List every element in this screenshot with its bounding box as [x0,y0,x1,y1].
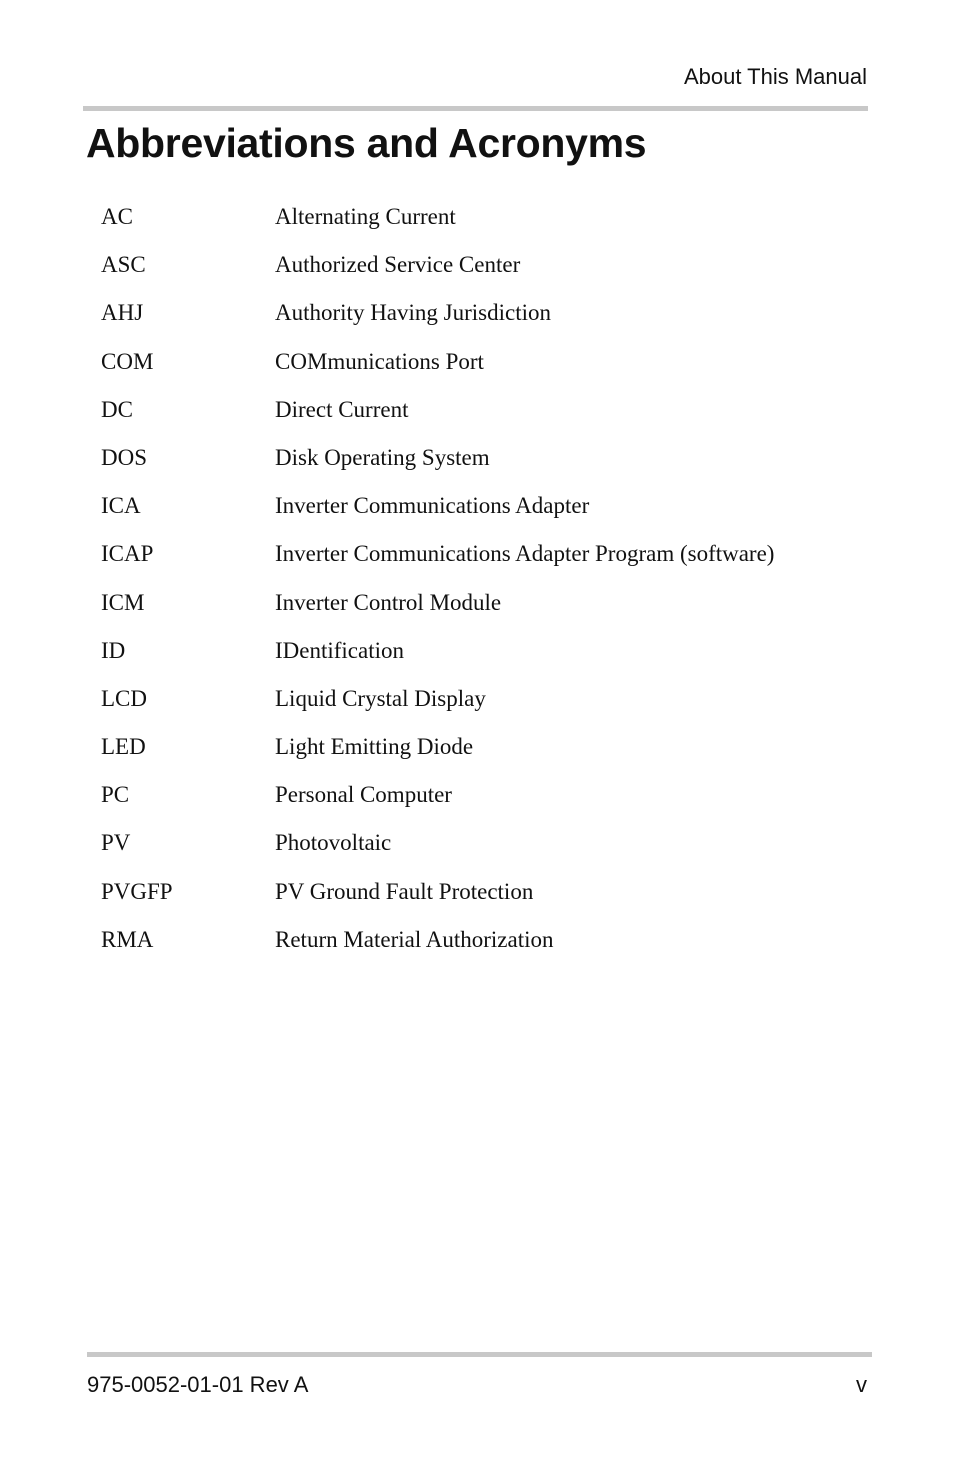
abbreviation-term: AC [101,204,133,229]
footer-page-number: v [856,1372,867,1397]
abbreviation-row [101,875,861,923]
abbreviation-term: COM [101,348,154,374]
abbreviation-row [101,200,861,248]
abbreviation-row [101,345,861,393]
header-rule [83,106,868,111]
abbreviation-term: ICAP [101,541,154,567]
abbreviation-definition: COMmunications Port [275,348,484,374]
abbreviation-term: RMA [101,926,154,952]
abbreviation-definition: Light Emitting Diode [275,734,474,760]
abbreviation-row [101,393,861,441]
abbreviation-row [101,634,861,682]
abbreviation-row [101,489,861,537]
abbreviation-definition: Direct Current [275,396,409,422]
abbreviation-term: DOS [101,444,148,470]
abbreviation-definition: Disk Operating System [275,444,490,470]
abbreviation-row [101,586,861,634]
abbreviation-row [101,826,861,874]
abbreviation-row [101,923,861,971]
abbreviation-list [101,200,861,971]
abbreviation-term: PVGFP [101,878,173,904]
abbreviation-row [101,441,861,489]
abbreviation-definition: Alternating Current [275,204,456,229]
abbreviation-term: ID [101,637,126,663]
page-title: Abbreviations and Acronyms [86,120,647,166]
abbreviation-definition: IDentification [275,637,405,663]
abbreviation-row [101,682,861,730]
abbreviation-term: PC [101,782,130,808]
abbreviation-term: LED [101,734,146,760]
abbreviation-row [101,778,861,826]
abbreviation-term: ICM [101,589,145,615]
abbreviation-definition: Personal Computer [275,782,452,808]
abbreviation-definition: Liquid Crystal Display [275,685,486,711]
abbreviation-definition: Inverter Communications Adapter [275,493,590,519]
footer-rule [87,1352,872,1357]
abbreviation-row [101,296,861,344]
abbreviation-definition: PV Ground Fault Protection [275,878,534,904]
running-head: About This Manual [683,64,867,89]
footer-doc-number: 975-0052-01-01 Rev A [87,1372,309,1397]
abbreviation-definition: Authority Having Jurisdiction [275,300,551,326]
abbreviation-definition: Inverter Communications Adapter Program (software) [275,541,775,567]
abbreviation-row [101,730,861,778]
abbreviation-term: DC [101,396,133,422]
abbreviation-row [101,248,861,296]
abbreviation-term: ASC [101,252,146,278]
abbreviation-term: LCD [101,685,147,711]
abbreviation-row [101,537,861,585]
abbreviation-definition: Authorized Service Center [275,252,521,278]
abbreviation-term: ICA [101,493,141,519]
abbreviation-term: AHJ [101,300,144,326]
abbreviation-definition: Photovoltaic [275,830,392,856]
abbreviation-definition: Return Material Authorization [275,926,554,952]
abbreviation-definition: Inverter Control Module [275,589,502,615]
abbreviation-term: PV [101,830,131,856]
